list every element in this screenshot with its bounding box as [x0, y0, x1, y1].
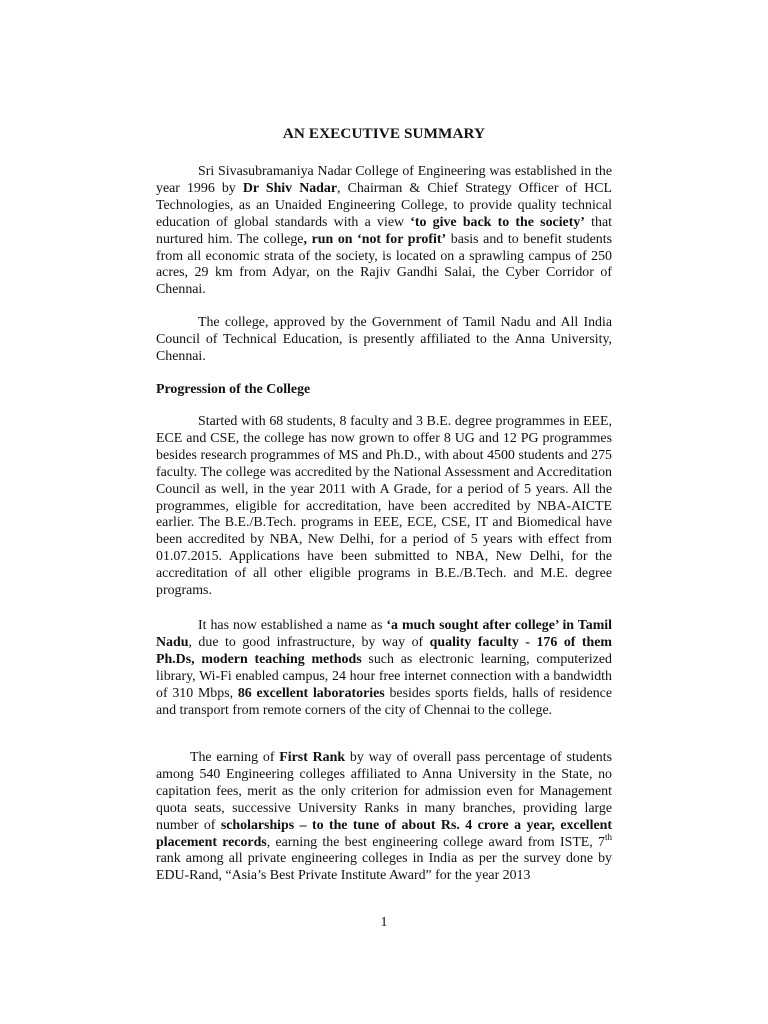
text-run: rank among all private engineering colleges in India as per the survey done by EDU-Rand, “Asia’s Best Private Institute Award” for the year 2013 — [156, 851, 612, 884]
text-run: basis and to benefit students from all economic strata of the society, is located on a sprawling campus of 250 acres, 29 km from Adyar, on the Rajiv Gandhi Salai, the Cyber Corridor of Chennai. — [156, 231, 613, 298]
text-run: , Chairman & Chief Strategy Officer of HCL Technologies, as an Unaided Engineering College, to provide quality technical education of global standards with a view — [156, 180, 612, 230]
bold-run: ‘to give back to the society’ — [410, 214, 585, 230]
bold-run: scholarships – to the tune of about Rs. 4 crore a year, excellent placement records — [156, 817, 612, 850]
text-run: by way of overall pass percentage of students among 540 Engineering colleges affiliated to Anna University in the State, no capitation fees, merit as the only criterion for admission even for Management quota seats, successive University Ranks in many branches, providing large number of — [156, 750, 612, 833]
superscript: th — [604, 831, 612, 842]
text-run: besides sports fields, halls of residence and transport from remote corners of the city of Chennai to the college. — [156, 685, 613, 718]
paragraph-achievements — [156, 750, 612, 885]
text-run: Sri Sivasubramaniya Nadar College of Engineering was established in the year 1996 by — [156, 164, 612, 196]
bold-run: ‘a much sought after college’ in Tamil Nadu — [156, 618, 612, 650]
paragraph-approval: The college, approved by the Government of Tamil Nadu and All India Council of Technical Education, is presently affiliated to the Anna University, Chennai. — [156, 315, 612, 364]
text-run: , earning the best engineering college award from ISTE, 7 — [266, 834, 605, 850]
text-run: The earning of — [190, 750, 280, 765]
paragraph-reputation — [156, 618, 612, 719]
bold-run: 86 excellent laboratories — [237, 685, 385, 701]
bold-run: Dr Shiv Nadar — [242, 180, 338, 196]
text-run: , due to good infrastructure, by way of — [188, 634, 430, 650]
text-run: It has now established a name as — [198, 618, 387, 633]
paragraph-progression: Started with 68 students, 8 faculty and 3 B.E. degree programmes in EEE, ECE and CSE, the college has now grown to offer 8 UG and 12 PG programmes besides research programmes of MS and Ph.D., with about 4500 students and 275 faculty. The college was accredited by the National Assessment and Accreditation Council as well, in the year 2011 with A Grade, for a period of 5 years. All the programmes, eligible for accreditation, have been accredited by NBA-AICTE earlier. The B.E./B.Tech. programs in EEE, ECE, CSE, IT and Biomedical have been accredited by NBA, New Delhi, for a period of 5 years with effect from 01.07.2015. Applications have been submitted to NBA, New Delhi, for the accreditation of all other eligible programs in B.E./B.Tech. and M.E. degree programs. — [156, 414, 612, 599]
text-run: that nurtured him. The college — [156, 214, 612, 247]
page-number: 1 — [380, 915, 388, 930]
bold-run: , run on ‘not for profit’ — [303, 231, 447, 247]
bold-run: First Rank — [279, 750, 346, 765]
document-title: AN EXECUTIVE SUMMARY — [282, 125, 486, 142]
text-run: such as electronic learning, computerized library, Wi-Fi enabled campus, 24 hour free internet connection with a bandwidth of 310 Mbps, — [156, 651, 612, 701]
section-heading: Progression of the College — [156, 382, 311, 397]
bold-run: quality faculty - 176 of them Ph.Ds, modern teaching methods — [156, 634, 613, 667]
paragraph-establishment — [156, 164, 612, 299]
